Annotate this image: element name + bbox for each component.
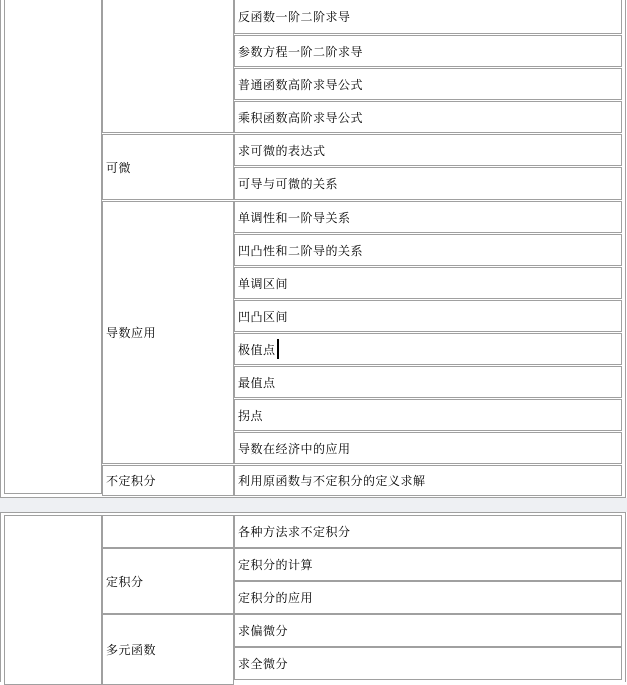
table-cell-col3 [234, 515, 622, 548]
table-cell-col3[interactable] [234, 333, 622, 365]
cell-text: 参数方程一阶二阶求导 [238, 44, 364, 59]
table-cell-col2 [102, 465, 234, 496]
table-cell-col2 [102, 515, 234, 548]
table-cell-col3 [234, 234, 622, 266]
table-cell-col3 [234, 167, 622, 200]
table-cell-col3 [234, 614, 622, 647]
table-cell-col3 [234, 68, 622, 100]
lower-table [0, 512, 626, 682]
table-cell-col1 [4, 515, 102, 685]
cell-text: 凹凸性和二阶导的关系 [238, 243, 364, 258]
table-cell-col3 [234, 432, 622, 464]
table-cell-col3 [234, 35, 622, 67]
cell-text: 最值点 [238, 375, 276, 390]
table-cell-col3 [234, 300, 622, 332]
table-cell-col3 [234, 267, 622, 299]
cell-text: 各种方法求不定积分 [238, 525, 351, 539]
table-cell-col3 [234, 548, 622, 581]
text-cursor [277, 339, 279, 359]
cell-text: 凹凸区间 [238, 309, 289, 324]
cell-text: 多元函数 [106, 643, 157, 657]
table-cell-col3 [234, 101, 622, 133]
cell-text: 定积分的应用 [238, 591, 314, 605]
table-cell-col2 [102, 201, 234, 464]
cell-text: 反函数一阶二阶求导 [238, 10, 351, 24]
table-cell-col3 [234, 399, 622, 431]
table-cell-col3 [234, 201, 622, 233]
table-cell-col3 [234, 581, 622, 614]
cell-text: 利用原函数与不定积分的定义求解 [238, 474, 426, 488]
cell-text: 求偏微分 [238, 624, 289, 638]
cell-text: 单调性和一阶导关系 [238, 210, 351, 225]
cell-text: 极值点 [238, 342, 276, 357]
cell-text: 普通函数高阶求导公式 [238, 77, 364, 92]
table-cell-col2 [102, 134, 234, 200]
cell-text: 单调区间 [238, 276, 289, 291]
table-cell-col2 [102, 0, 234, 133]
table-cell-col2 [102, 548, 234, 614]
table-cell-col3 [234, 647, 622, 680]
table-separator [0, 498, 627, 512]
cell-text: 导数在经济中的应用 [238, 441, 351, 456]
cell-text: 不定积分 [106, 474, 157, 488]
cell-text: 可导与可微的关系 [238, 177, 339, 191]
cell-text: 定积分的计算 [238, 558, 314, 572]
table-cell-col1 [4, 0, 102, 494]
table-cell-col3 [234, 465, 622, 496]
table-cell-col3 [234, 366, 622, 398]
cell-text: 求全微分 [238, 657, 289, 671]
table-cell-col3 [234, 0, 622, 34]
cell-text: 求可微的表达式 [238, 143, 326, 158]
table-cell-col3 [234, 134, 622, 166]
table-cell-col2 [102, 614, 234, 685]
cell-text: 可微 [106, 160, 132, 175]
cell-text: 导数应用 [106, 326, 157, 340]
cell-text: 乘积函数高阶求导公式 [238, 110, 364, 125]
cell-text: 定积分 [106, 574, 144, 589]
cell-text: 拐点 [238, 408, 264, 423]
